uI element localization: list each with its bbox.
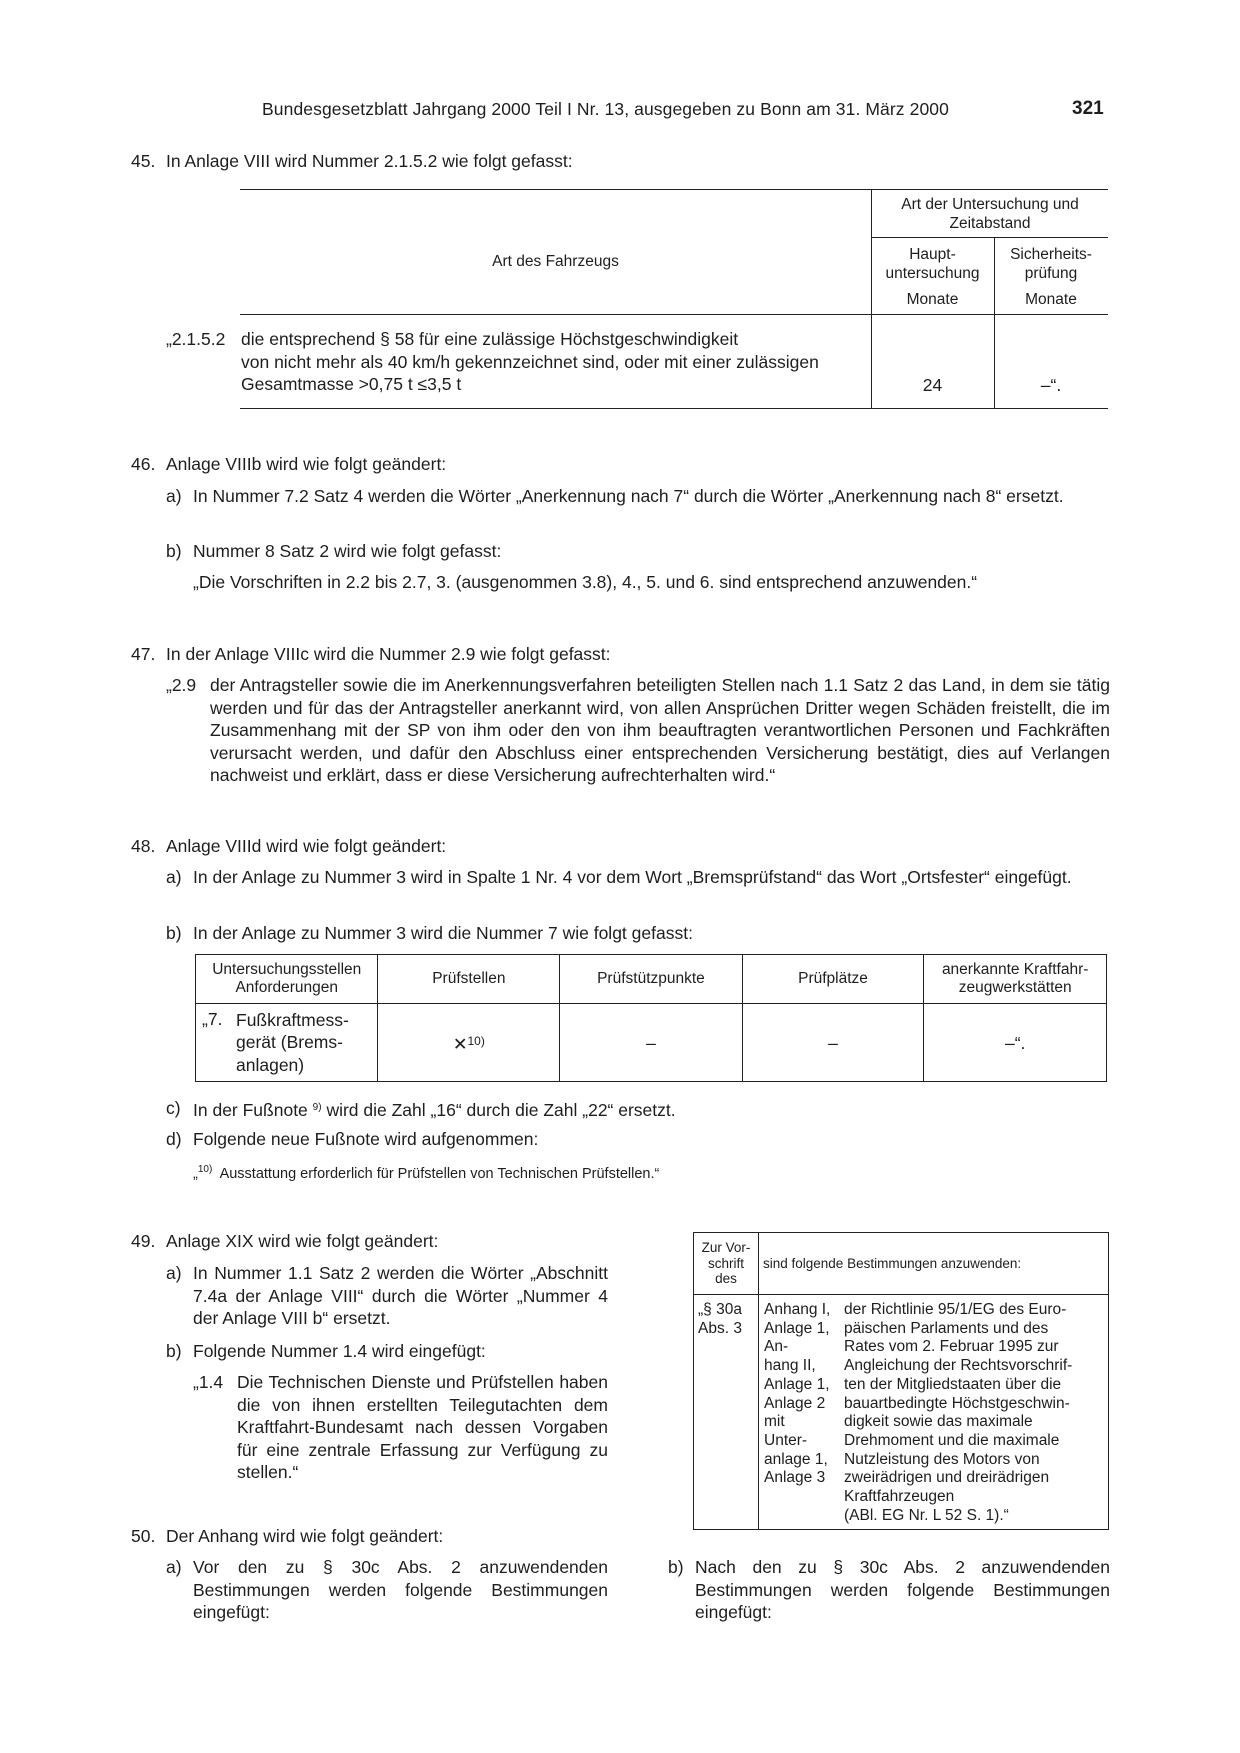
col-sicherheitspruefung: Sicherheits- prüfung [1010,246,1092,282]
item-48b-label: b) [166,923,182,943]
item-50-intro: Der Anhang wird wie folgt geändert: [166,1526,444,1546]
footnote-open-quote: „ [193,1166,198,1182]
item-49-number: 49. [131,1231,156,1251]
item-46b-label: b) [166,541,182,561]
unit-months-sp: Monate [1025,291,1077,308]
item-48d-label: d) [166,1129,182,1149]
th-pruefstellen: Prüfstellen [378,955,560,1004]
th-vorschrift: Zur Vor- schrift des [694,1233,759,1295]
item-47-intro: In der Anlage VIIIc wird die Nummer 2.9 wie folgt gefasst: [166,644,611,664]
item-48-number: 48. [131,836,156,856]
item-48-intro: Anlage VIIId wird wie folgt geändert: [166,836,447,856]
row-hu-value: 24 [922,375,943,395]
item-46-number: 46. [131,454,156,474]
item-46a-text: In Nummer 7.2 Satz 4 werden die Wörter „Anerkennung nach 7“ durch die Wörter „Anerkennung nach 8“ ersetzt. [193,486,1064,506]
item-45-intro: In Anlage VIII wird Nummer 2.1.5.2 wie folgt gefasst: [166,151,573,171]
item-50a-text: Vor den zu § 30c Abs. 2 anzuwendenden Bestimmungen werden folgende Bestimmungen eingefügt: [193,1557,608,1622]
item-48c-label: c) [166,1098,181,1118]
item-46b-text: Nummer 8 Satz 2 wird wie folgt gefasst: [193,541,502,561]
th-bestimmungen: sind folgende Bestimmungen anzuwenden: [759,1233,1109,1295]
row-number: „2.1.5.2 [166,329,226,349]
item-49-quote-text: Die Technischen Dienste und Prüfstellen haben die von ihnen erstellten Teilegutachten dem Kraftfahrt-Bundesamt nach dessen Vorgaben für eine zentrale Erfassung zur Verfügung zu stellen.“ [237,1372,608,1482]
table-anhang [693,1232,1109,1530]
item-49-intro: Anlage XIX wird wie folgt geändert: [166,1231,439,1251]
item-50b-label: b) [668,1557,684,1577]
col-vehicle-type: Art des Fahrzeugs [492,253,619,270]
item-49-quote-label: „1.4 [193,1372,224,1392]
row-7-text: Fußkraftmess- gerät (Brems- anlagen) [236,1009,349,1075]
th-anforderungen: Untersuchungsstellen Anforderungen [196,955,378,1004]
item-49a-label: a) [166,1263,182,1283]
th-kraftfahrzeugwerkstaetten: anerkannte Kraftfahr- zeugwerkstätten [924,955,1107,1004]
table-48 [195,954,1107,1082]
footnote-10-text: Ausstattung erforderlich für Prüfstellen von Technischen Prüfstellen.“ [219,1166,660,1182]
row-7-pruefstellen [378,1004,560,1082]
cell-anhang: Anhang I, Anlage 1, An- hang II, Anlage 1, Anlage 2 mit Unter- anlage 1, Anlage 3 [759,1295,845,1530]
footnote-10-ref: 10) [467,1034,485,1048]
item-46-intro: Anlage VIIIb wird wie folgt geändert: [166,454,447,474]
item-48d-text: Folgende neue Fußnote wird aufgenommen: [193,1129,539,1149]
col-hauptuntersuchung: Haupt- untersuchung [885,246,980,282]
row-7-pruefstuetzpunkte: – [560,1004,742,1082]
item-48a-text: In der Anlage zu Nummer 3 wird in Spalte 1 Nr. 4 vor dem Wort „Bremsprüfstand“ das Wort „Ortsfester“ eingefügt. [193,867,1072,887]
item-48c-text [193,1097,676,1122]
item-50b-text: Nach den zu § 30c Abs. 2 anzuwendenden Bestimmungen werden folgende Bestimmungen eingefügt: [695,1557,1110,1622]
item-49b-text: Folgende Nummer 1.4 wird eingefügt: [193,1341,486,1361]
row-7-number: „7. [202,1009,223,1029]
footnote-9-ref: 9) [312,1102,322,1113]
th-pruefstuetzpunkte: Prüfstützpunkte [560,955,742,1004]
item-48c-post: wird die Zahl „16“ durch die Zahl „22“ ersetzt. [326,1100,676,1120]
col-group-header: Art der Untersuchung und Zeitabstand [901,196,1079,232]
row-7-label [196,1004,378,1082]
item-45-number: 45. [131,151,156,171]
item-47-quote-text: der Antragsteller sowie die im Anerkennungsverfahren beteiligten Stellen nach 1.1 Satz 2 das Land, in dem sie tätig werden und für das der Antragsteller anerkannt wird, von allen Ansprüchen Dritter wegen Schäden freistellt, die im Zusammenhang mit der SP von ihm oder den von ihm beauftragten verantwortlichen Personen und Fachkräften verursacht werden, und dafür den Abschluss einer entsprechenden Versicherung bestätigt, dies auf Verlangen nachweist und erklärt, dass er diese Versicherung aufrechterhalten wird.“ [210,675,1110,785]
cross-mark-icon: ✕ [452,1034,468,1054]
row-description: die entsprechend § 58 für eine zulässige Höchstgeschwindigkeit von nicht mehr als 40 km/h gekennzeichnet sind, oder mit einer zulässigen Gesamtmasse >0,75 t ≤3,5 t [241,329,819,394]
item-49a-text: In Nummer 1.1 Satz 2 werden die Wörter „Abschnitt 7.4a der Anlage VIII“ durch die Wörter „Nummer 4 der Anlage VIII b“ ersetzt. [193,1263,608,1328]
item-48a-label: a) [166,867,182,887]
page-number: 321 [1072,98,1104,119]
item-49b-label: b) [166,1341,182,1361]
row-7-werkstaetten: –“. [924,1004,1107,1082]
th-pruefplaetze: Prüfplätze [742,955,924,1004]
item-48c-pre: In der Fußnote [193,1100,308,1120]
row-sp-value: –“. [1040,375,1062,395]
item-47-number: 47. [131,644,156,664]
row-7-pruefplaetze: – [742,1004,924,1082]
unit-months-hu: Monate [906,291,959,308]
running-header: Bundesgesetzblatt Jahrgang 2000 Teil I Nr. 13, ausgegeben zu Bonn am 31. März 2000 [262,99,949,119]
item-50-number: 50. [131,1526,156,1546]
item-48b-text: In der Anlage zu Nummer 3 wird die Nummer 7 wie folgt gefasst: [193,923,693,943]
item-46a-label: a) [166,486,182,506]
footnote-10-marker: 10) [197,1164,213,1175]
item-50a-label: a) [166,1557,182,1577]
item-46b-quote: „Die Vorschriften in 2.2 bis 2.7, 3. (ausgenommen 3.8), 4., 5. und 6. sind entsprechend anzuwenden.“ [193,572,978,592]
cell-paragraph: „§ 30a Abs. 3 [694,1295,759,1530]
cell-richtlinie: der Richtlinie 95/1/EG des Euro- päischen Parlaments und des Rates vom 2. Februar 1995 zur Angleichung der Rechtsvorschrif- ten der Mitgliedstaaten über die bauartbedingte Höchstgeschwin- digkeit sowie das maximale Drehmoment und die maximale Nutzleistung des Motors von zweirädrigen und dreirädrigen Kraftfahrzeugen (ABl. EG Nr. L 52 S. 1).“ [844,1295,1109,1530]
item-47-quote-label: „2.9 [166,675,197,695]
item-48d-footnote [193,1161,659,1184]
